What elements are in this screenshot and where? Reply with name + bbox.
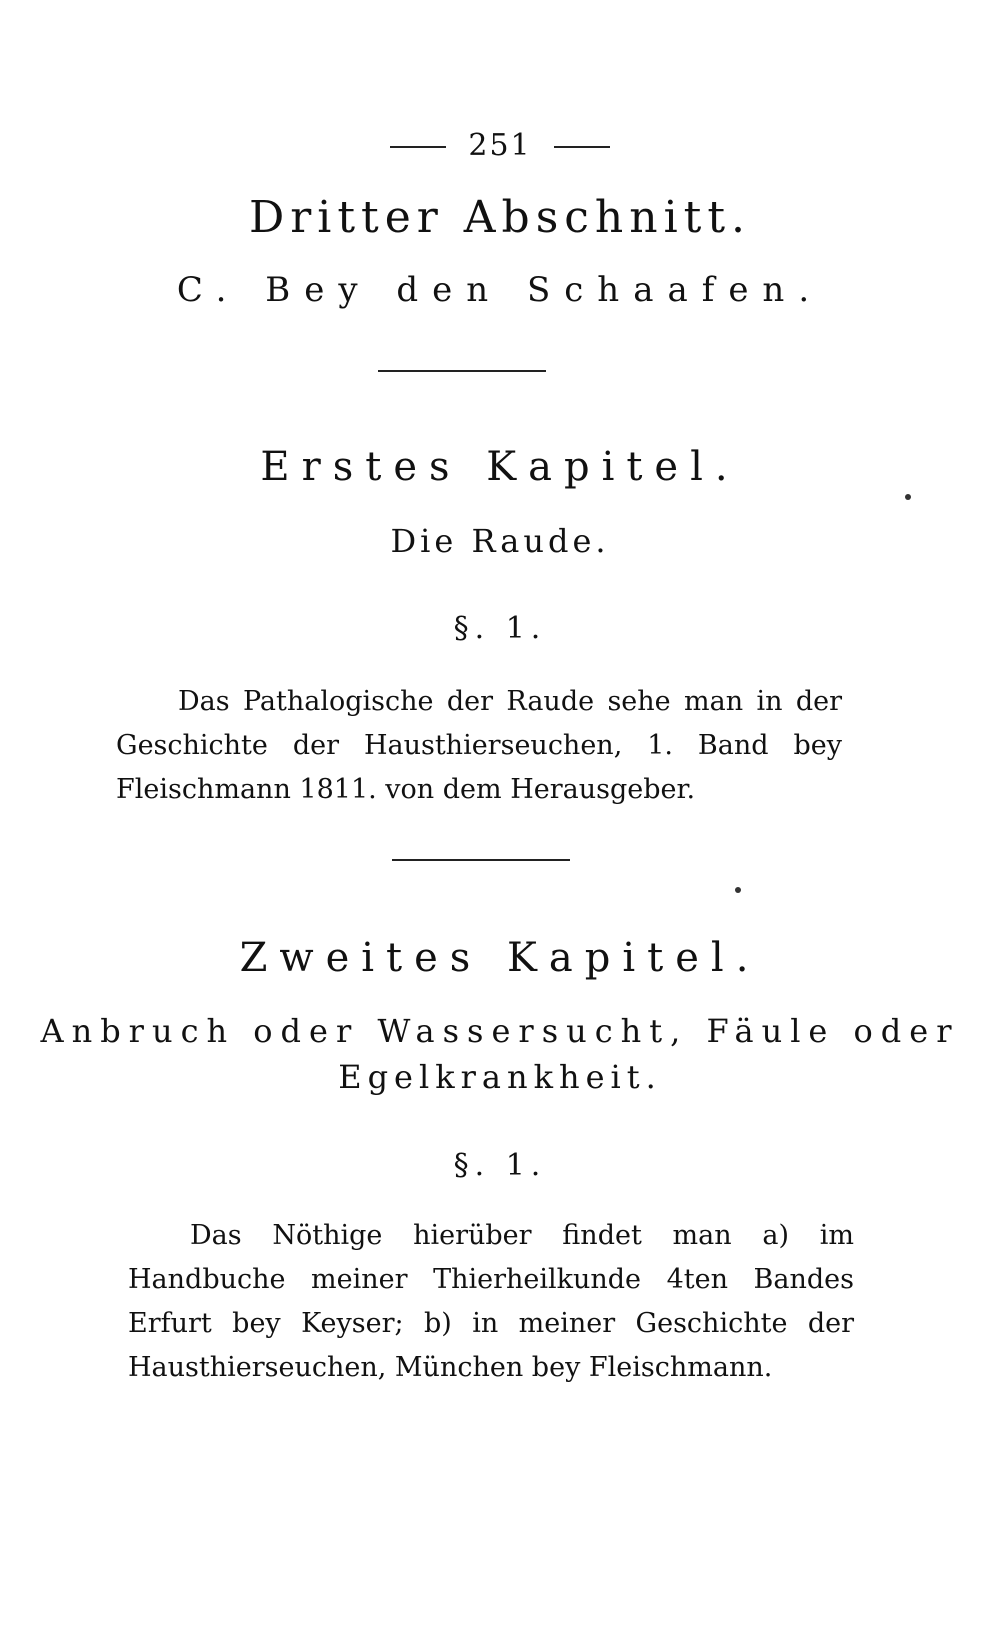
section-title: Dritter Abschnitt. <box>248 192 752 243</box>
print-speck <box>905 494 911 500</box>
page-number: 251 <box>468 128 532 163</box>
left-dash <box>390 146 446 148</box>
divider-rule <box>378 370 546 372</box>
divider-rule <box>392 859 570 861</box>
chapter-2-title: Zweites Kapitel. <box>239 935 761 981</box>
page-number-line <box>0 128 1000 163</box>
chapter-1-title: Erstes Kapitel. <box>260 444 740 490</box>
chapter-1-body-text: Das Pathalogische der Raude sehe man in der Geschichte der Hausthierseuchen, 1. Band bey Fleischmann 1811. von dem Herausgeber. <box>116 686 842 805</box>
chapter-2-subtitle-line-1: Anbruch oder Wassersucht, Fäule oder <box>40 1012 960 1050</box>
section-subtitle: C. Bey den Schaafen. <box>176 270 824 310</box>
chapter-1-body <box>116 680 842 812</box>
chapter-2-body <box>128 1214 854 1390</box>
chapter-1-paragraph-mark: §. 1. <box>453 611 547 646</box>
chapter-2-subtitle-line-2: Egelkrankheit. <box>338 1058 662 1096</box>
right-dash <box>554 146 610 148</box>
print-speck <box>735 887 741 893</box>
chapter-2-paragraph-mark: §. 1. <box>453 1148 547 1183</box>
chapter-1-subtitle: Die Raude. <box>390 522 610 560</box>
chapter-2-body-text: Das Nöthige hierüber findet man a) im Handbuche meiner Thierheilkunde 4ten Bandes Erfurt bey Keyser; b) in meiner Geschichte der Hausthierseuchen, München bey Fleischmann. <box>128 1220 854 1383</box>
